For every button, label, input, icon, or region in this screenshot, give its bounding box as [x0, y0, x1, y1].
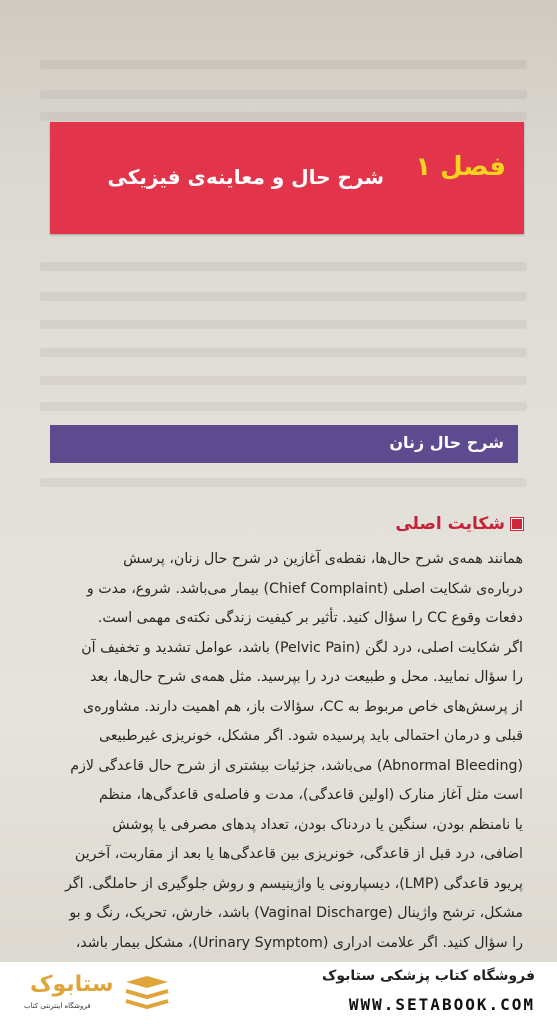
section-banner [50, 425, 518, 463]
bleed-through-line [40, 402, 527, 411]
body-line: دفعات وقوع CC را سؤال کنید. تأثیر بر کیفیت زندگی نکته‌ی مهمی است. [97, 610, 523, 626]
book-stack-logo-icon [122, 974, 172, 1014]
bleed-through-line [40, 478, 527, 487]
store-url-link[interactable]: WWW.SETABOOK.COM [348, 995, 535, 1014]
body-line: مشکل، ترشح واژینال (Vaginal Discharge) باشد، خارش، تحریک، رنگ و بو [69, 905, 523, 921]
body-line: پریود قاعدگی (LMP)، دیسپارونی یا واژینیسم و روش جلوگیری از حاملگی. اگر [65, 875, 523, 892]
bleed-through-line [40, 262, 527, 271]
chapter-banner [50, 122, 524, 234]
body-line: همانند همه‌ی شرح حال‌ها، نقطه‌ی آغازین در شرح حال زنان، پرسش [123, 551, 523, 567]
body-line: است مثل آغاز منارک (اولین قاعدگی)، مدت و فاصله‌ی قاعدگی‌ها، منظم [99, 787, 523, 803]
store-logo-subtitle: فروشگاه اینترنتی کتاب [24, 1002, 91, 1010]
square-bullet-icon [511, 518, 523, 530]
bleed-through-line [40, 376, 527, 385]
bleed-through-line [40, 90, 527, 99]
body-text [41, 545, 523, 962]
store-name: فروشگاه کتاب پزشکی ستابوک [322, 968, 535, 984]
body-line: (Abnormal Bleeding) می‌باشد، جزئیات بیشتری از شرح حال قاعدگی لازم [70, 757, 523, 774]
bleed-through-line [40, 320, 527, 329]
chapter-title: شرح حال و معاینه‌ی فیزیکی [107, 165, 384, 189]
body-line: اگر شکایت اصلی، درد لگن (Pelvic Pain) باشد، عوامل تشدید و تخفیف آن [81, 639, 523, 656]
bleed-through-line [40, 348, 527, 357]
bleed-through-line [40, 112, 527, 121]
body-line: از پرسش‌های خاص مربوط به CC، سؤالات باز، هم اهمیت دارند. مشاوره‌ی [82, 698, 523, 715]
body-line: را سؤال کنید. اگر علامت ادراری (Urinary Symptom)، مشکل بیمار باشد، [75, 934, 523, 951]
body-line: درباره‌ی شکایت اصلی (Chief Complaint) بیمار می‌باشد. شروع، مدت و [86, 580, 523, 597]
subsection-heading [395, 514, 523, 534]
body-line: قبلی و درمان احتمالی باید پرسیده شود. اگر مشکل، خونریزی غیرطبیعی [99, 728, 523, 744]
chapter-number: فصل ۱ [415, 152, 506, 182]
body-line: یا نامنظم بودن، سنگین یا دردناک بودن، تعداد پدهای مصرفی یا پوشش [112, 816, 523, 833]
bleed-through-line [40, 292, 527, 301]
section-title: شرح حال زنان [389, 433, 504, 452]
body-line: اضافی، درد قبل از قاعدگی، خونریزی بین قاعدگی‌ها یا بعد از مقاربت، آخرین [74, 846, 523, 862]
body-line: را سؤال نمایید. محل و طبیعت درد را بپرسید. مثل همه‌ی شرح حال‌ها، بعد [90, 669, 523, 685]
store-footer [0, 962, 557, 1024]
bleed-through-line [40, 60, 527, 69]
subsection-title: شکایت اصلی [395, 514, 505, 534]
store-logo-word: ستابوک [30, 972, 114, 997]
